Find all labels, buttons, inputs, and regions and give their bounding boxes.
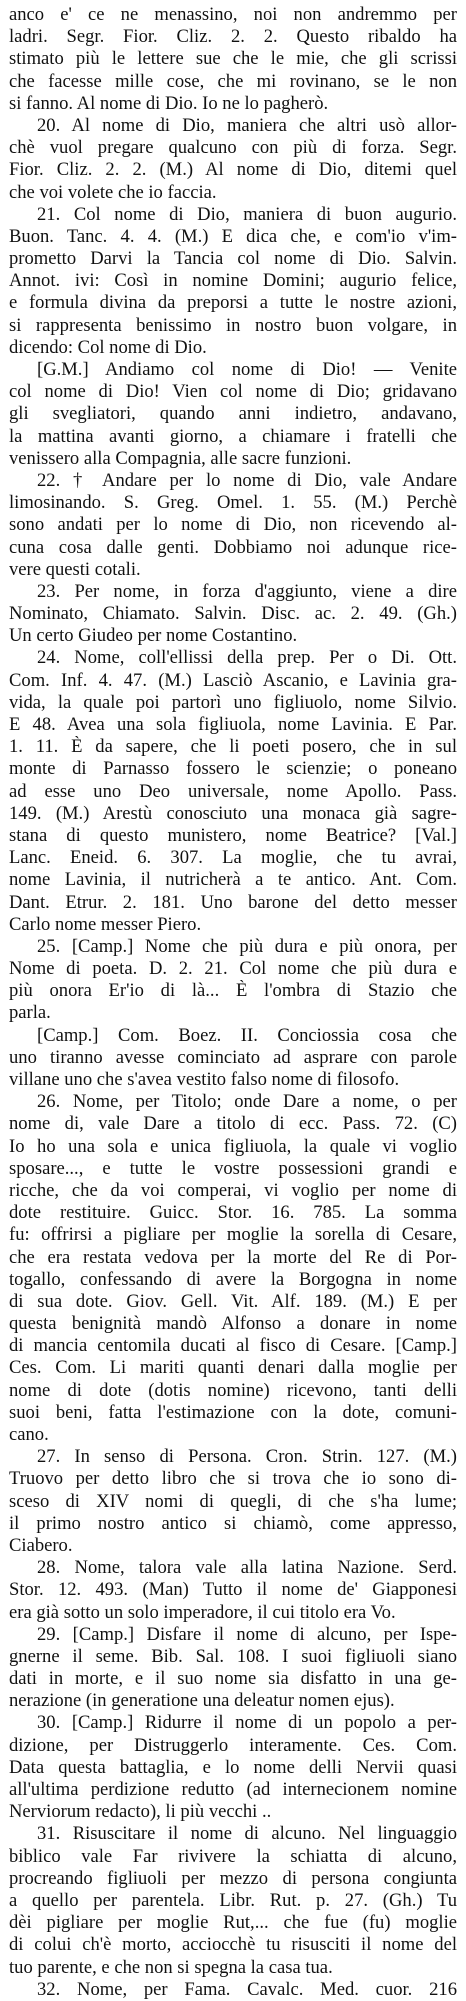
text-line: Truovo per detto libro che si trova che io sono di- — [9, 1468, 457, 1490]
text-line: chè vuol pregare qualcuno con più di forza. Segr. — [9, 137, 457, 159]
text-line: Stor. 12. 493. (Man) Tutto il nome de' Giapponesi — [9, 1579, 457, 1601]
text-line: fu: offrirsi a pigliare per moglie la sorella di Cesare, — [9, 1224, 457, 1246]
text-line: Annot. ivi: Così in nomine Domini; augurio felice, — [9, 270, 457, 292]
text-line: col nome di Dio! Vien col nome di Dio; gridavano — [9, 381, 457, 403]
text-line: 149. (M.) Arestù conosciuto una monaca già sagre- — [9, 802, 457, 824]
text-line: di mancia centomila ducati al fisco di Cesare. [Camp.] — [9, 1335, 457, 1357]
text-line: anco e' ce ne menassino, noi non andremmo per — [9, 4, 457, 25]
text-line: 30. [Camp.] Ridurre il nome di un popolo a per- — [37, 1712, 457, 1734]
text-line: nerazione (in generatione una deleatur nomen ejus). — [9, 1690, 395, 1712]
text-line: nome di, vale Dare a titolo di ecc. Pass. 72. (C) — [9, 1113, 457, 1135]
text-line: ricche, che da voi comperai, vi voglio per nome di — [9, 1179, 457, 1201]
text-line: si fanno. Al nome di Dio. Io ne lo pagherò. — [9, 92, 329, 114]
text-line: dicendo: Col nome di Dio. — [9, 336, 207, 358]
text-line: dèi pigliare per moglie Rut,... che fue (fu) moglie — [9, 1912, 457, 1934]
text-line: Buon. Tanc. 4. 4. (M.) E dica che, e com'io v'im- — [9, 225, 457, 247]
text-line: sposare..., e tutte le vostre possessioni grandi e — [9, 1157, 457, 1179]
text-line: 31. Risuscitare il nome di alcuno. Nel linguaggio — [37, 1823, 457, 1845]
text-line: a quello per parentela. Libr. Rut. p. 27. (Gh.) Tu — [9, 1889, 457, 1911]
text-line: villane uno che s'avea vestito falso nome di filosofo. — [9, 1069, 400, 1090]
text-line: suoi beni, fatta l'estimazione con la dote, comuni- — [9, 1401, 457, 1423]
text-line: stimato più le lettere sue che le mie, che gli scrissi — [9, 48, 457, 70]
text-line: di colui ch'è morto, acciocchè tu risusciti il nome del — [9, 1934, 457, 1956]
text-line: 20. Al nome di Dio, maniera che altri usò allor- — [37, 114, 457, 136]
text-line: [G.M.] Andiamo col nome di Dio! — Venite — [37, 359, 457, 380]
text-line: sono andati per lo nome di Dio, non ricevendo al- — [9, 514, 457, 536]
text-line: ladri. Segr. Fior. Cliz. 2. 2. Questo ribaldo ha — [9, 26, 457, 48]
text-line: nome Lavinia, il nutricherà a te antico. Ant. Com. — [9, 869, 457, 891]
text-line: 25. [Camp.] Nome che più dura e più onora, per — [37, 935, 457, 957]
text-line: Lanc. Eneid. 6. 307. La moglie, che tu avrai, — [9, 847, 457, 869]
text-line: Data questa battaglia, e lo nome delli Nervii quasi — [9, 1756, 457, 1778]
text-line: 22. † Andare per lo nome di Dio, vale Andare — [37, 469, 457, 491]
text-line: Nominato, Chiamato. Salvin. Disc. ac. 2. 49. (Gh.) — [9, 603, 457, 625]
text-line: procreando figliuoli per mezzo di persona congiunta — [9, 1867, 457, 1889]
text-line: limosinando. S. Greg. Omel. 1. 55. (M.) Perchè — [9, 492, 457, 514]
text-line: Fior. Cliz. 2. 2. (M.) Al nome di Dio, ditemi quel — [9, 159, 457, 181]
text-line: tuo parente, e che non si spegna la casa tua. — [9, 1956, 333, 1978]
text-line: Nome di poeta. D. 2. 21. Col nome che più dura e — [9, 958, 457, 980]
text-line: si rappresenta benissimo in nostro buon volgare, in — [9, 314, 457, 336]
text-line: 32. Nome, per Fama. Cavalc. Med. cuor. 216 — [37, 1978, 457, 2000]
text-line: Carlo nome messer Piero. — [9, 913, 202, 935]
text-line: uno tiranno avesse cominciato ad asprare con parole — [9, 1046, 457, 1068]
text-line: nome di dote (dotis nomine) ricevono, tanti delli — [9, 1379, 457, 1401]
text-line: parla. — [9, 1002, 51, 1024]
text-line: più onora Er'io di là... È l'ombra di Stazio che — [9, 980, 457, 1002]
text-line: dizione, per Distruggerlo interamente. Ces. Com. — [9, 1734, 457, 1756]
text-line: Io ho una sola e unica figliuola, la quale vi voglio — [9, 1135, 457, 1157]
text-line: monte di Parnasso fossero le scienzie; o poneano — [9, 758, 457, 780]
text-line: gli svegliatori, quando anni indietro, andavano, — [9, 403, 457, 425]
text-line: 24. Nome, coll'ellissi della prep. Per o Di. Ott. — [37, 647, 457, 669]
text-line: togallo, confessando di avere la Borgogna in nome — [9, 1268, 457, 1290]
text-line: Com. Inf. 4. 47. (M.) Lasciò Ascanio, e Lavinia gra- — [9, 669, 457, 691]
text-line: 23. Per nome, in forza d'aggiunto, viene a dire — [37, 580, 457, 602]
text-line: cuna cosa dalle genti. Dobbiamo noi adunque rice- — [9, 536, 457, 558]
text-line: dati in morte, e il suo nome sia disfatto in una ge- — [9, 1668, 457, 1690]
text-line: di sua dote. Giov. Gell. Vit. Alf. 189. (M.) E per — [9, 1290, 457, 1312]
text-line: 21. Col nome di Dio, maniera di buon augurio. — [37, 203, 457, 225]
text-line: Ces. Com. Li mariti quanti denari dalla moglie per — [9, 1357, 457, 1379]
text-line: Ciabero. — [9, 1534, 73, 1556]
text-line: all'ultima perdizione redutto (ad internecionem nomine — [9, 1779, 457, 1800]
text-line: che facesse mille cose, che mi rovinano, se le non — [9, 70, 457, 92]
text-line: biblico vale Far rivivere la schiatta di alcuno, — [9, 1845, 457, 1867]
text-line: ad esse uno Deo universale, nome Apollo. Pass. — [9, 780, 457, 802]
text-line: Nerviorum redacto), li più vecchi .. — [9, 1801, 272, 1823]
text-line: e formula divina da preporsi a tutte le nostre azioni, — [9, 292, 457, 314]
text-line: E 48. Avea una sola figliuola, nome Lavinia. E Par. — [9, 714, 457, 735]
text-line: gnerne il seme. Bib. Sal. 108. I suoi figliuoli siano — [9, 1645, 457, 1667]
text-line: il primo nostro antico si chiamò, come appresso, — [9, 1512, 457, 1534]
text-line: questa benignità mandò Alfonso a donare in nome — [9, 1313, 457, 1335]
text-line: vere questi cotali. — [9, 558, 141, 580]
text-line: [Camp.] Com. Boez. II. Conciossia cosa che — [37, 1024, 457, 1046]
text-line: venissero alla Compagnia, alle sacre funzioni. — [9, 447, 352, 469]
text-line: Un certo Giudeo per nome Costantino. — [9, 625, 298, 647]
text-line: 26. Nome, per Titolo; onde Dare a nome, o per — [37, 1091, 457, 1113]
text-line: stana di questo munistero, nome Beatrice? [Val.] — [9, 824, 457, 846]
text-line: 27. In senso di Persona. Cron. Strin. 127. (M.) — [37, 1446, 457, 1468]
text-line: che voi volete che io faccia. — [9, 181, 217, 203]
text-line: che era restata vedova per la morte del Re di Por- — [9, 1246, 457, 1268]
text-line: prometto Darvi la Tancia col nome di Dio. Salvin. — [9, 248, 457, 270]
text-line: 1. 11. È da sapere, che li poeti posero, che in sul — [9, 736, 457, 758]
text-line: vida, la quale poi partorì uno figliuolo, nome Silvio. — [9, 691, 457, 713]
text-line: 28. Nome, talora vale alla latina Nazione. Serd. — [37, 1557, 457, 1579]
text-line: era già sotto un solo imperadore, il cui titolo era Vo. — [9, 1601, 396, 1623]
text-line: cano. — [9, 1424, 49, 1445]
text-line: sceso di XIV nomi di quegli, di che s'ha lume; — [9, 1490, 457, 1512]
text-line: Dant. Etrur. 2. 181. Uno barone del detto messer — [9, 891, 457, 913]
text-line: 29. [Camp.] Disfare il nome di alcuno, per Ispe- — [37, 1623, 457, 1645]
text-line: dote restituire. Guicc. Stor. 16. 785. La somma — [9, 1202, 457, 1224]
text-line: la mattina avanti giorno, a chiamare i fratelli che — [9, 425, 457, 447]
